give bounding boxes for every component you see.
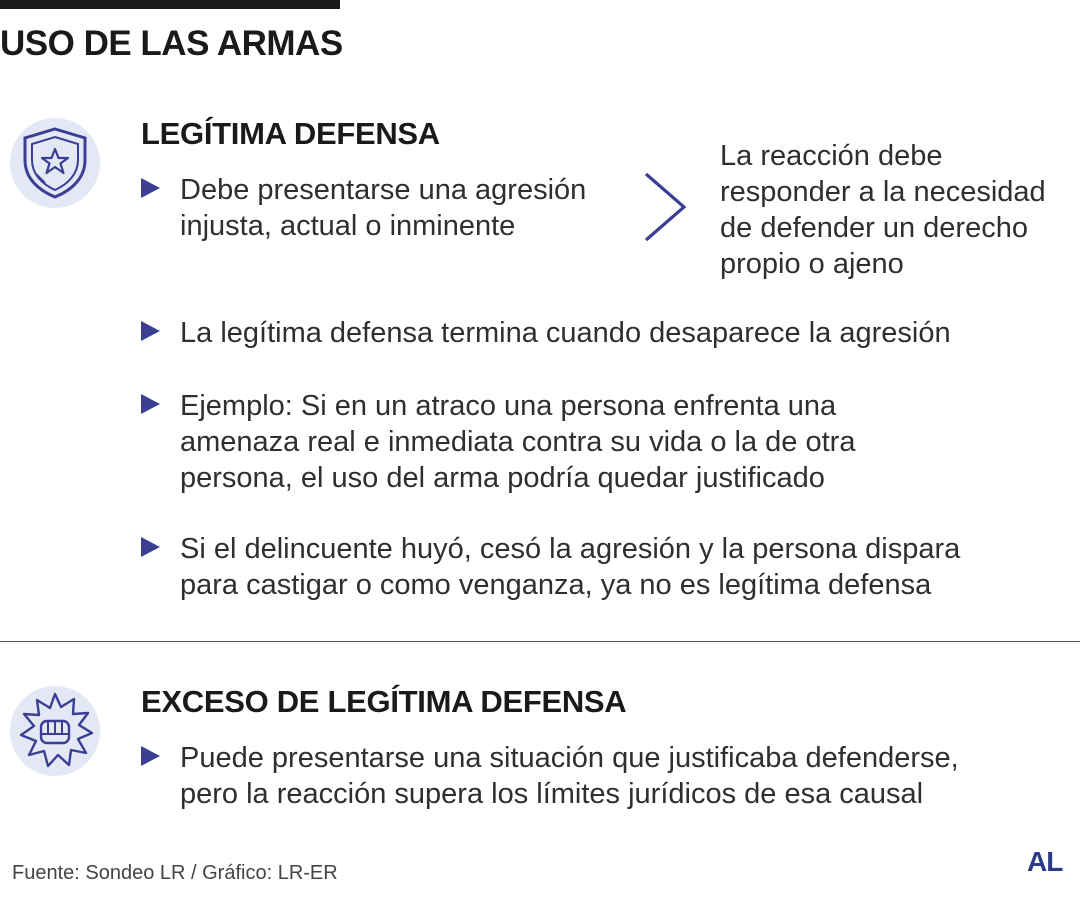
triangle-bullet-icon [141, 537, 160, 557]
section-title-legitima-defensa: LEGÍTIMA DEFENSA [141, 116, 440, 151]
bullet-line: Si el delincuente huyó, cesó la agresión y la persona dispara [180, 533, 961, 565]
bullet-line: pero la reacción supera los límites jurídicos de esa causal [180, 778, 924, 810]
top-accent-bar [0, 0, 340, 9]
brand-logo: AL [1027, 846, 1063, 877]
bullet-line: para castigar o como venganza, ya no es legítima defensa [180, 569, 932, 601]
section-title-exceso-legitima-defensa: EXCESO DE LEGÍTIMA DEFENSA [141, 684, 627, 719]
chevron-right-icon [640, 170, 690, 249]
triangle-bullet-icon [141, 178, 160, 198]
bullet-text [180, 531, 960, 603]
response-line: responder a la necesidad [720, 176, 1046, 208]
page-title: USO DE LAS ARMAS [0, 24, 343, 63]
response-line: de defender un derecho [720, 212, 1028, 244]
bullet-text [180, 740, 959, 812]
bullet-line: Puede presentarse una situación que justificaba defenderse, [180, 742, 959, 774]
bullet-text [180, 315, 951, 351]
bullet-line: injusta, actual o inminente [180, 210, 516, 242]
response-line: La reacción debe [720, 140, 943, 172]
triangle-bullet-icon [141, 394, 160, 414]
bullet-text [180, 172, 586, 244]
bullet-line: Ejemplo: Si en un atraco una persona enfrenta una [180, 390, 837, 422]
bullet-line: amenaza real e inmediata contra su vida o la de otra [180, 426, 856, 458]
bullet-text [180, 388, 855, 496]
response-text [720, 138, 1046, 282]
bullet-line: La legítima defensa termina cuando desaparece la agresión [180, 317, 951, 349]
fist-burst-icon [8, 684, 102, 778]
bullet-line: Debe presentarse una agresión [180, 174, 587, 206]
response-line: propio o ajeno [720, 248, 904, 280]
triangle-bullet-icon [141, 746, 160, 766]
source-credit: Fuente: Sondeo LR / Gráfico: LR-ER [12, 862, 338, 884]
section-divider [0, 641, 1080, 642]
triangle-bullet-icon [141, 321, 160, 341]
shield-star-icon [8, 116, 102, 210]
bullet-line: persona, el uso del arma podría quedar justificado [180, 462, 825, 494]
